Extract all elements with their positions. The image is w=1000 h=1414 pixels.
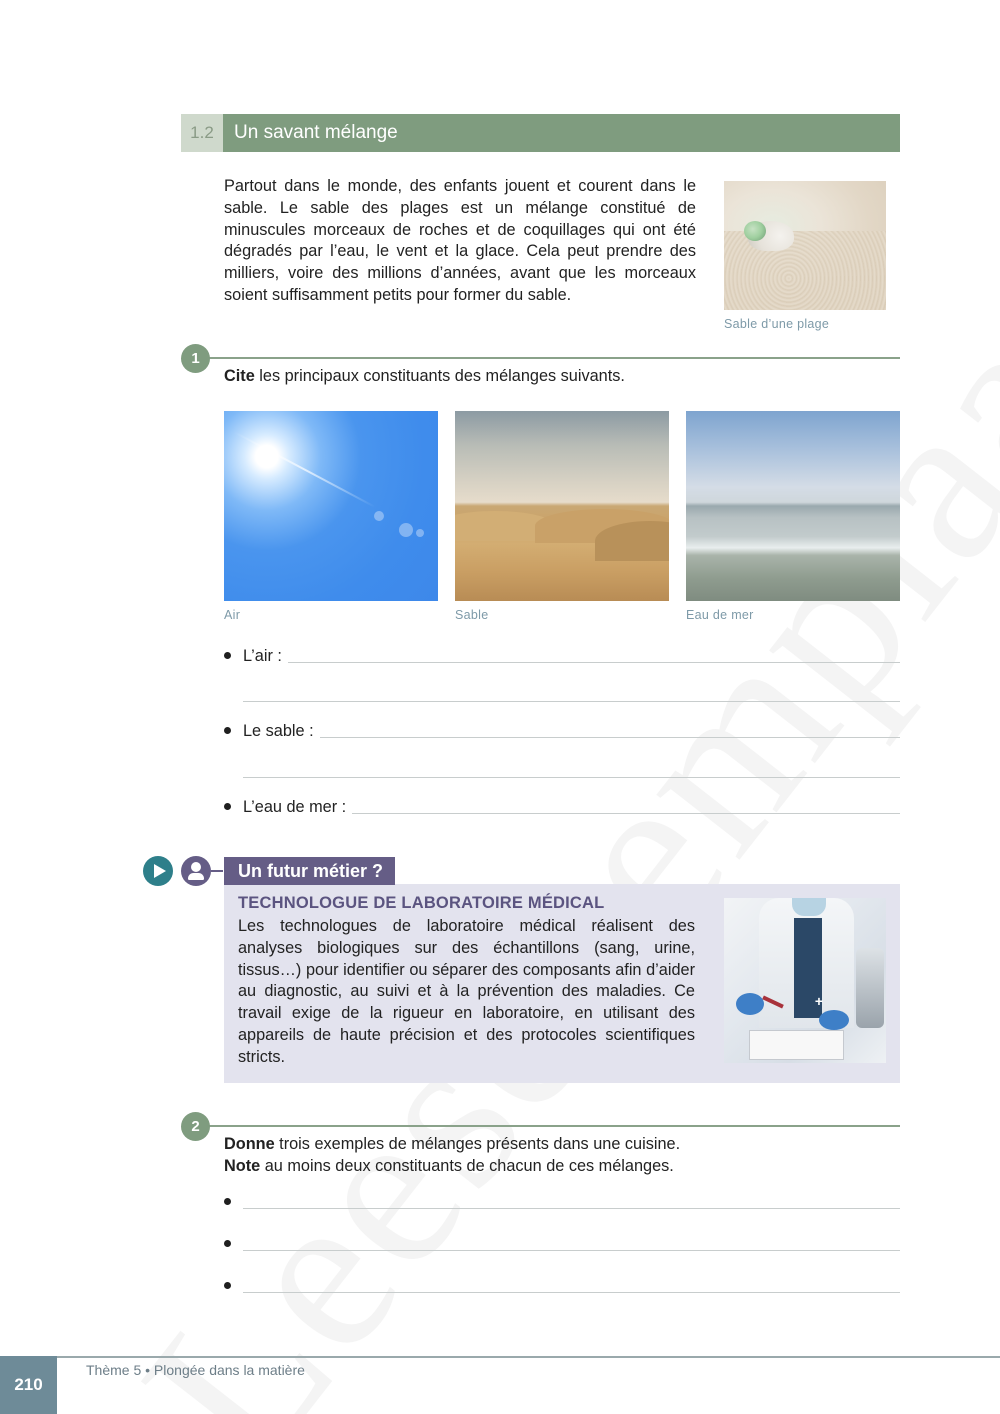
air-caption: Air xyxy=(224,608,241,622)
page-number: 210 xyxy=(0,1356,57,1414)
answer-line[interactable] xyxy=(352,813,900,814)
answer-line[interactable] xyxy=(243,1250,900,1251)
section-title: Un savant mélange xyxy=(223,114,900,152)
sun-ray xyxy=(234,431,376,508)
metier-heading: TECHNOLOGUE DE LABORATOIRE MÉDICAL xyxy=(238,894,605,912)
answer-line[interactable] xyxy=(320,737,900,738)
sea-water-caption: Eau de mer xyxy=(686,608,754,622)
instruction-verb: Cite xyxy=(224,367,255,385)
answer-row-3 xyxy=(224,1275,900,1297)
bullet-icon xyxy=(224,1198,231,1205)
answer-line[interactable] xyxy=(243,777,900,778)
instruction-text: les principaux constituants des mélanges suivants. xyxy=(254,367,625,385)
metier-icons xyxy=(143,856,223,886)
instruction-text: au moins deux constituants de chacun de ces mélanges. xyxy=(260,1157,674,1175)
lab-technician-image xyxy=(724,898,886,1063)
shell-shape xyxy=(748,221,794,251)
instruction-verb: Donne xyxy=(224,1135,275,1153)
answer-line[interactable] xyxy=(243,701,900,702)
sand-caption: Sable xyxy=(455,608,489,622)
answer-label: Le sable : xyxy=(243,722,314,740)
exercise-1-instruction xyxy=(224,366,625,388)
sea-water-image xyxy=(686,411,900,601)
answer-row-1 xyxy=(224,1191,900,1213)
answer-label: L’air : xyxy=(243,647,282,665)
exercise-2-instruction-2 xyxy=(224,1156,674,1178)
footer-rule xyxy=(57,1356,1000,1358)
microscope xyxy=(856,948,884,1028)
instruction-text: trois exemples de mélanges présents dans une cuisine. xyxy=(274,1135,681,1153)
metier-tab: Un futur métier ? xyxy=(224,857,395,885)
section-header xyxy=(181,114,900,152)
glove xyxy=(736,993,764,1015)
air-image xyxy=(224,411,438,601)
bullet-icon xyxy=(224,1240,231,1247)
answer-row-2 xyxy=(224,1233,900,1255)
beach-sand-image xyxy=(724,181,886,310)
exercise-number-badge: 1 xyxy=(181,344,210,373)
instruction-verb: Note xyxy=(224,1157,261,1175)
person-body xyxy=(188,873,204,880)
glove xyxy=(819,1010,849,1030)
bullet-icon xyxy=(224,652,231,659)
answer-line[interactable] xyxy=(243,1208,900,1209)
answer-line[interactable] xyxy=(288,662,900,663)
desert-sand-image xyxy=(455,411,669,601)
answer-row-air xyxy=(224,645,900,667)
lens-flare xyxy=(416,529,424,537)
exercise-2-instruction-1 xyxy=(224,1134,680,1156)
section-number: 1.2 xyxy=(181,114,223,152)
answer-line[interactable] xyxy=(243,1292,900,1293)
connector-line xyxy=(211,870,223,872)
bullet-icon xyxy=(224,1282,231,1289)
person-head xyxy=(191,862,201,872)
person-icon xyxy=(181,856,211,886)
plus-icon: + xyxy=(814,993,824,1009)
beach-sand-caption: Sable d’une plage xyxy=(724,317,830,331)
exercise-divider xyxy=(207,1125,900,1127)
mask xyxy=(792,898,826,916)
play-icon[interactable] xyxy=(143,856,173,886)
answer-row-sand xyxy=(224,720,900,742)
bullet-icon xyxy=(224,803,231,810)
lens-flare xyxy=(399,523,413,537)
answer-label: L’eau de mer : xyxy=(243,798,347,816)
exercise-number-badge: 2 xyxy=(181,1112,210,1141)
bullet-icon xyxy=(224,727,231,734)
metier-text: Les technologues de laboratoire médical réalisent des analyses biologiques sur des échantillons (sang, urine, tissus…) pour identifier ou séparer des composants afin d’aider au diagnostic, au suivi et à la prévention des maladies. Ce travail exige de la rigueur en laboratoire, en utilisant des appareils de haute précision et des protocoles scientifiques stricts. xyxy=(238,917,695,1066)
answer-row-sea-water xyxy=(224,796,900,818)
intro-paragraph: Partout dans le monde, des enfants jouent et courent dans le sable. Le sable des plages est un mélange constitué de minuscules morceaux de roches et de coquillages qui ont été dégradés par l’eau, le vent et la glace. Cela peut prendre des milliers, voire des millions d’années, avant que les morceaux soient suffisamment petits pour former du sable. xyxy=(224,177,696,304)
footer-theme: Thème 5 • Plongée dans la matière xyxy=(86,1362,305,1378)
clipboard xyxy=(749,1030,844,1060)
lens-flare xyxy=(374,511,384,521)
exercise-divider xyxy=(207,357,900,359)
